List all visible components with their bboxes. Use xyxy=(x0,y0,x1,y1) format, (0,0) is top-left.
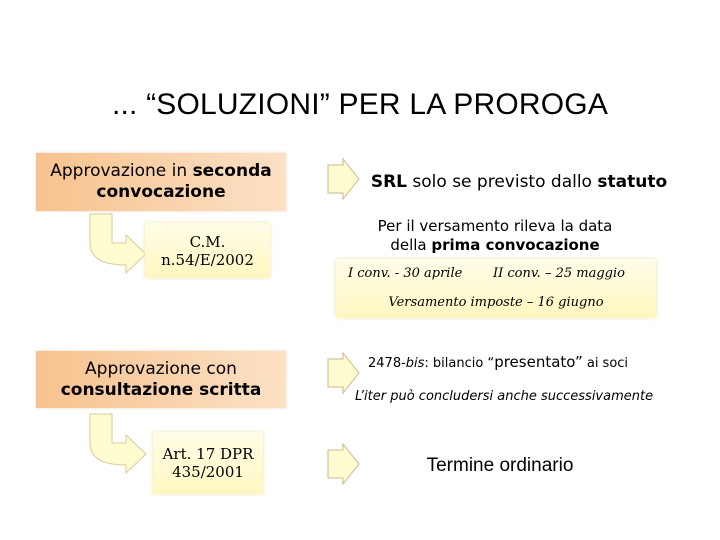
bent-arrow-1-icon xyxy=(86,212,152,278)
termine-ordinario-text: Termine ordinario xyxy=(426,455,574,476)
page-title: ... “SOLUZIONI” PER LA PROROGA xyxy=(111,88,609,121)
box3-line2: consultazione scritta xyxy=(60,379,262,400)
box4-line2: 435/2001 xyxy=(172,463,244,481)
box-seconda-convocazione xyxy=(36,153,286,211)
info-line2: della prima convocazione xyxy=(390,236,600,254)
box2-line1: C.M. xyxy=(189,232,226,251)
right-arrow-3-icon xyxy=(326,443,360,485)
conv2-text: II conv. – 25 maggio xyxy=(493,266,625,281)
box1-line2: convocazione xyxy=(96,182,226,202)
box2-line2: n.54/E/2002 xyxy=(161,250,254,269)
box-consultazione-scritta xyxy=(36,351,286,408)
box3-line1: Approvazione con xyxy=(85,358,237,379)
info-line1: Per il versamento rileva la data xyxy=(377,217,613,235)
conv1-text: I conv. - 30 aprile xyxy=(348,266,463,281)
box-art17-dpr xyxy=(153,432,263,494)
iter-text: L’iter può concludersi anche successivamente xyxy=(355,389,654,404)
box-cm-54 xyxy=(145,223,270,278)
box4-line1: Art. 17 DPR xyxy=(162,445,254,463)
bent-arrow-2-icon xyxy=(86,412,152,478)
box1-line1: Approvazione in seconda xyxy=(50,161,272,181)
right-arrow-2-icon xyxy=(326,352,360,394)
srl-statuto-text: SRL solo se previsto dallo statuto xyxy=(370,172,668,192)
art-2478-bis-text: 2478-bis: bilancio “presentato” ai soci xyxy=(368,353,629,371)
versamento-text: Versamento imposte – 16 giugno xyxy=(388,295,604,310)
